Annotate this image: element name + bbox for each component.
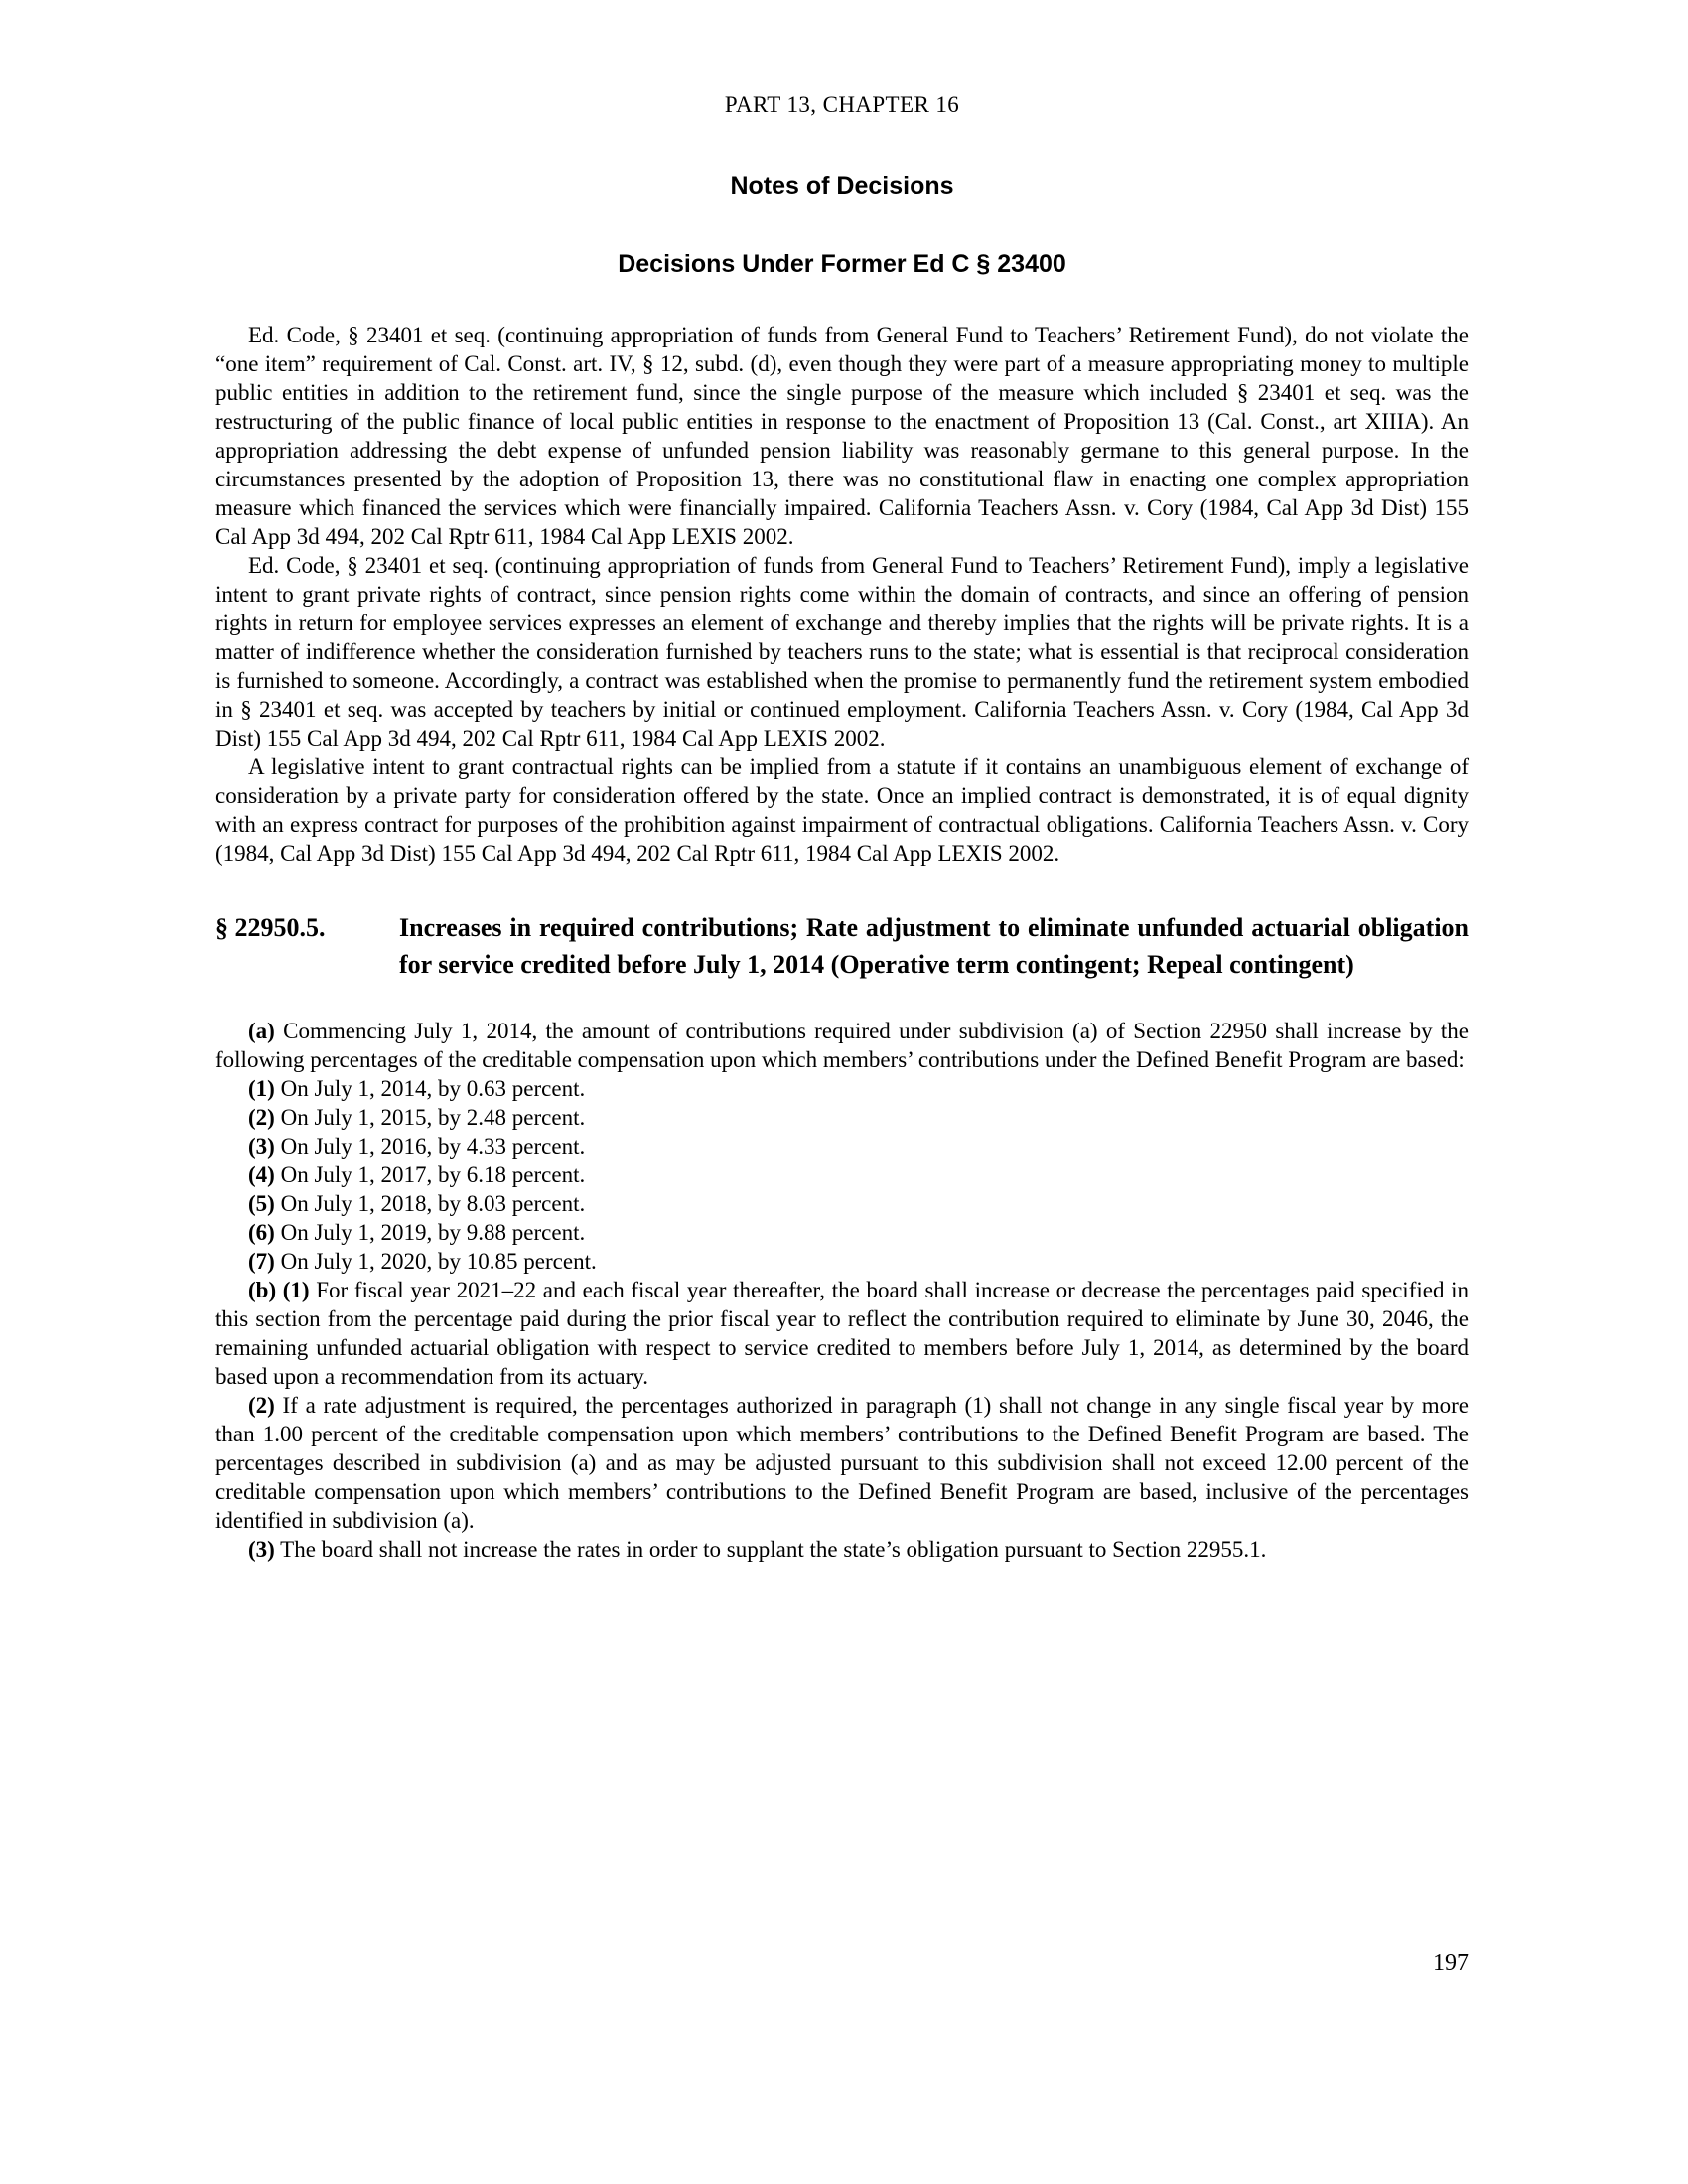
list-item-label: (7) <box>248 1249 275 1274</box>
subdivision-a <box>215 1017 1469 1074</box>
running-head: PART 13, CHAPTER 16 <box>724 92 960 117</box>
subdivision-b1 <box>215 1276 1469 1391</box>
list-item-label: (1) <box>248 1076 275 1101</box>
note-paragraph-3: A legislative intent to grant contractual rights can be implied from a statute if it contains an unambiguous element of exchange of consideration by a private party for consideration offered by the state. Once an implied contract is demonstrated, it is of equal dignity with an express contract for purposes of the prohibition against impairment of contractual obligations. California Teachers Assn. v. Cory (1984, Cal App 3d Dist) 155 Cal App 3d 494, 202 Cal Rptr 611, 1984 Cal App LEXIS 2002. <box>215 754 1469 866</box>
list-item-text: On July 1, 2016, by 4.33 percent. <box>280 1134 586 1159</box>
page-number: 197 <box>1433 1950 1469 1976</box>
subdivision-a-label: (a) <box>248 1019 275 1043</box>
list-item-label: (2) <box>248 1105 275 1130</box>
note-paragraph-1: Ed. Code, § 23401 et seq. (continuing appropriation of funds from General Fund to Teachers’ Retirement Fund), do not violate the “one item” requirement of Cal. Const. art. IV, § 12, subd. (d), even though they were part of a measure appropriating money to multiple public entities in addition to the retirement fund, since the single purpose of the measure which included § 23401 et seq. was the restructuring of the public finance of local public entities in response to the enactment of Proposition 13 (Cal. Const., art XIIIA). An appropriation addressing the debt expense of unfunded pension liability was reasonably germane to this general purpose. In the circumstances presented by the adoption of Proposition 13, there was no constitutional flaw in enacting one complex appropriation measure which financed the services which were financially impaired. California Teachers Assn. v. Cory (1984, Cal App 3d Dist) 155 Cal App 3d 494, 202 Cal Rptr 611, 1984 Cal App LEXIS 2002. <box>215 323 1469 549</box>
subdivision-b3-text: The board shall not increase the rates in order to supplant the state’s obligation pursuant to Section 22955.1. <box>280 1537 1267 1562</box>
subdivision-b1-label: (b) (1) <box>248 1278 310 1302</box>
list-item-label: (3) <box>248 1134 275 1159</box>
section-number: § 22950.5. <box>215 913 326 942</box>
list-item-text: On July 1, 2014, by 0.63 percent. <box>280 1076 586 1101</box>
list-item <box>215 1160 1469 1189</box>
list-item-text: On July 1, 2019, by 9.88 percent. <box>280 1220 586 1245</box>
note-paragraph-2: Ed. Code, § 23401 et seq. (continuing appropriation of funds from General Fund to Teachers’ Retirement Fund), imply a legislative intent to grant private rights of contract, since pension rights come within the domain of contracts, and since an offering of pension rights in return for employee services expresses an element of exchange and thereby implies that the rights will be private rights. It is a matter of indifference whether the consideration furnished by teachers runs to the state; what is essential is that reciprocal consideration is furnished to someone. Accordingly, a contract was established when the promise to permanently fund the retirement system embodied in § 23401 et seq. was accepted by teachers by initial or continued employment. California Teachers Assn. v. Cory (1984, Cal App 3d Dist) 155 Cal App 3d 494, 202 Cal Rptr 611, 1984 Cal App LEXIS 2002. <box>215 553 1469 751</box>
subdivision-b3 <box>215 1535 1469 1564</box>
list-item-text: On July 1, 2015, by 2.48 percent. <box>280 1105 586 1130</box>
list-item <box>215 1132 1469 1160</box>
list-item <box>215 1074 1469 1103</box>
list-item-text: On July 1, 2020, by 10.85 percent. <box>280 1249 597 1274</box>
list-item <box>215 1247 1469 1276</box>
subdivision-a-text: Commencing July 1, 2014, the amount of contributions required under subdivision (a) of Section 22950 shall increase by the following percentages of the creditable compensation upon which members’ contributions under the Defined Benefit Program are based: <box>215 1019 1470 1072</box>
list-item-label: (4) <box>248 1162 275 1187</box>
section-heading <box>215 909 1469 983</box>
subdivision-b2 <box>215 1391 1469 1535</box>
subdivision-b2-text: If a rate adjustment is required, the percentages authorized in paragraph (1) shall not change in any single fiscal year by more than 1.00 percent of the creditable compensation upon which members’ contributions to the Defined Benefit Program are based. The percentages described in subdivision (a) and as may be adjusted pursuant to this subdivision shall not exceed 12.00 percent of the creditable compensation upon which members’ contributions to the Defined Benefit Program are based, inclusive of the percentages identified in subdivision (a). <box>215 1393 1470 1533</box>
notes-subheading: Decisions Under Former Ed C § 23400 <box>618 250 1066 278</box>
list-item-text: On July 1, 2018, by 8.03 percent. <box>280 1191 586 1216</box>
subdivision-b3-label: (3) <box>248 1537 275 1562</box>
subdivision-b1-text: For fiscal year 2021–22 and each fiscal year thereafter, the board shall increase or decrease the percentages paid specified in this section from the percentage paid during the prior fiscal year to reflect the contribution required to eliminate by June 30, 2046, the remaining unfunded actuarial obligation with respect to service credited to members before July 1, 2014, as determined by the board based upon a recommendation from its actuary. <box>215 1278 1470 1389</box>
list-item-label: (6) <box>248 1220 275 1245</box>
list-item <box>215 1103 1469 1132</box>
list-item-text: On July 1, 2017, by 6.18 percent. <box>280 1162 586 1187</box>
list-item-label: (5) <box>248 1191 275 1216</box>
subdivision-b2-label: (2) <box>248 1393 275 1418</box>
list-item <box>215 1189 1469 1218</box>
notes-heading: Notes of Decisions <box>730 172 954 200</box>
list-item <box>215 1218 1469 1247</box>
section-title: Increases in required contributions; Rate adjustment to eliminate unfunded actuarial obligation for service credited before July 1, 2014 (Operative term contingent; Repeal contingent) <box>399 913 1469 979</box>
